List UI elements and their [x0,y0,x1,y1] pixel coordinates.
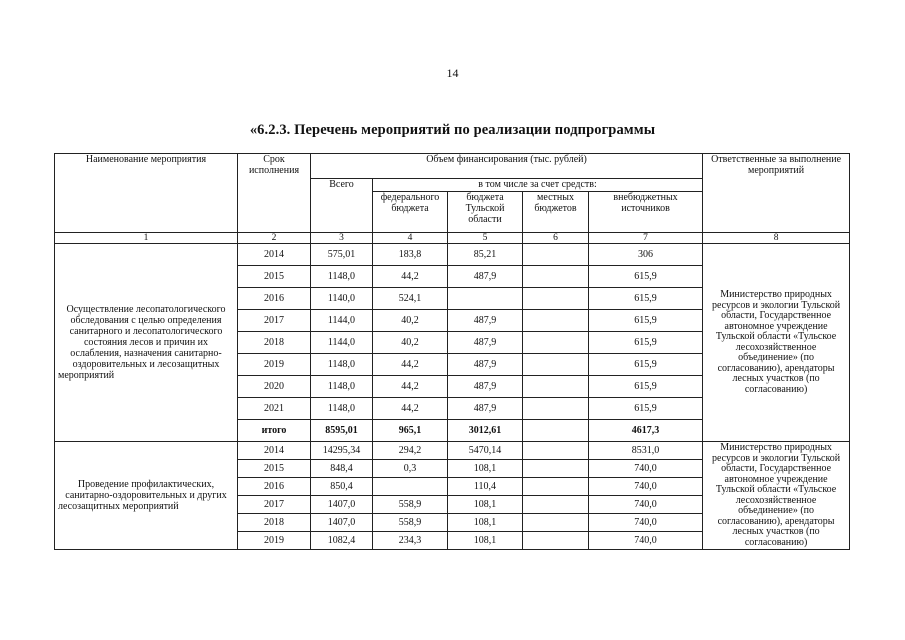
local-cell [523,514,589,532]
header-row [55,154,850,179]
federal-cell: 40,2 [373,332,448,354]
total-cell: 850,4 [311,478,373,496]
extra-cell: 615,9 [589,288,703,310]
extra-cell: 4617,3 [589,420,703,442]
federal-cell: 558,9 [373,514,448,532]
total-cell: 848,4 [311,460,373,478]
header-extra: внебюджетных источников [589,192,703,233]
federal-cell: 183,8 [373,244,448,266]
federal-cell [373,478,448,496]
year-cell: 2016 [238,478,311,496]
column-number: 7 [589,233,703,244]
header-activity-name: Наименование мероприятия [55,154,238,233]
total-cell: 1144,0 [311,310,373,332]
total-cell: 1148,0 [311,376,373,398]
regional-cell: 487,9 [448,354,523,376]
regional-cell: 108,1 [448,460,523,478]
document-title: «6.2.3. Перечень мероприятий по реализации подпрограммы [249,122,656,138]
local-cell [523,332,589,354]
extra-cell: 615,9 [589,376,703,398]
extra-cell: 306 [589,244,703,266]
local-cell [523,354,589,376]
year-cell: 2014 [238,442,311,460]
year-cell: 2015 [238,266,311,288]
total-cell: 8595,01 [311,420,373,442]
header-funding: Объем финансирования (тыс. рублей) [311,154,703,179]
federal-cell: 44,2 [373,398,448,420]
activity-name-cell: Проведение профилактических, санитарно-оздоровительных и других лесозащитных мероприятий [55,442,238,550]
regional-cell: 487,9 [448,332,523,354]
column-number: 3 [311,233,373,244]
header-federal: федерального бюджета [373,192,448,233]
header-including: в том числе за счет средств: [373,179,703,192]
federal-cell: 44,2 [373,266,448,288]
column-number: 6 [523,233,589,244]
header-term: Срок исполнения [238,154,311,233]
page-number: 14 [446,66,459,80]
year-cell: 2017 [238,496,311,514]
regional-cell: 487,9 [448,310,523,332]
year-cell: 2018 [238,514,311,532]
year-cell: 2019 [238,354,311,376]
local-cell [523,398,589,420]
federal-cell: 44,2 [373,354,448,376]
federal-cell: 965,1 [373,420,448,442]
local-cell [523,288,589,310]
column-number: 4 [373,233,448,244]
responsible-cell: Министерство природных ресурсов и экологии Тульской области, Государственное автономное учреждение Тульской области «Тульское лесохозяйственное объединение» (по согласованию), арендаторы лесных участков (по согласованию) [703,244,850,442]
total-cell: 14295,34 [311,442,373,460]
local-cell [523,244,589,266]
header-total: Всего [311,179,373,233]
year-cell: итого [238,420,311,442]
federal-cell: 0,3 [373,460,448,478]
extra-cell: 740,0 [589,514,703,532]
table-body [55,154,850,550]
local-cell [523,376,589,398]
local-cell [523,420,589,442]
extra-cell: 740,0 [589,478,703,496]
local-cell [523,266,589,288]
regional-cell: 108,1 [448,514,523,532]
header-responsible: Ответственные за выполнение мероприятий [703,154,850,233]
column-number: 2 [238,233,311,244]
column-number: 5 [448,233,523,244]
table-row [55,442,850,460]
local-cell [523,478,589,496]
total-cell: 1407,0 [311,514,373,532]
total-cell: 1148,0 [311,354,373,376]
federal-cell: 40,2 [373,310,448,332]
header-local: местных бюджетов [523,192,589,233]
year-cell: 2015 [238,460,311,478]
federal-cell: 294,2 [373,442,448,460]
local-cell [523,442,589,460]
local-cell [523,496,589,514]
regional-cell: 5470,14 [448,442,523,460]
regional-cell: 110,4 [448,478,523,496]
federal-cell: 558,9 [373,496,448,514]
total-cell: 1140,0 [311,288,373,310]
extra-cell: 615,9 [589,398,703,420]
total-cell: 1148,0 [311,266,373,288]
local-cell [523,460,589,478]
federal-cell: 524,1 [373,288,448,310]
extra-cell: 615,9 [589,310,703,332]
column-number: 1 [55,233,238,244]
federal-cell: 234,3 [373,532,448,550]
extra-cell: 740,0 [589,532,703,550]
total-cell: 1144,0 [311,332,373,354]
activity-name-cell: Осуществление лесопатологического обследования с целью определения санитарного и лесопатологического состояния лесов и причин их ослабления, назначения санитарно-оздоровительных и лесозащитных мероприятий [55,244,238,442]
extra-cell: 740,0 [589,460,703,478]
year-cell: 2018 [238,332,311,354]
regional-cell: 487,9 [448,266,523,288]
year-cell: 2019 [238,532,311,550]
local-cell [523,310,589,332]
year-cell: 2021 [238,398,311,420]
year-cell: 2020 [238,376,311,398]
regional-cell: 108,1 [448,496,523,514]
column-numbers-row [55,233,850,244]
extra-cell: 740,0 [589,496,703,514]
extra-cell: 8531,0 [589,442,703,460]
local-cell [523,532,589,550]
year-cell: 2016 [238,288,311,310]
total-cell: 1148,0 [311,398,373,420]
regional-cell: 85,21 [448,244,523,266]
total-cell: 1407,0 [311,496,373,514]
extra-cell: 615,9 [589,332,703,354]
federal-cell: 44,2 [373,376,448,398]
regional-cell: 487,9 [448,376,523,398]
total-cell: 1082,4 [311,532,373,550]
table-row [55,244,850,266]
extra-cell: 615,9 [589,266,703,288]
regional-cell: 487,9 [448,398,523,420]
activities-table [54,153,850,550]
regional-cell [448,288,523,310]
year-cell: 2017 [238,310,311,332]
extra-cell: 615,9 [589,354,703,376]
header-regional: бюджета Тульской области [448,192,523,233]
total-cell: 575,01 [311,244,373,266]
column-number: 8 [703,233,850,244]
regional-cell: 3012,61 [448,420,523,442]
responsible-cell: Министерство природных ресурсов и экологии Тульской области, Государственное автономное учреждение Тульской области «Тульское лесохозяйственное объединение» (по согласованию), арендаторы лесных участков (по согласованию) [703,442,850,550]
regional-cell: 108,1 [448,532,523,550]
year-cell: 2014 [238,244,311,266]
